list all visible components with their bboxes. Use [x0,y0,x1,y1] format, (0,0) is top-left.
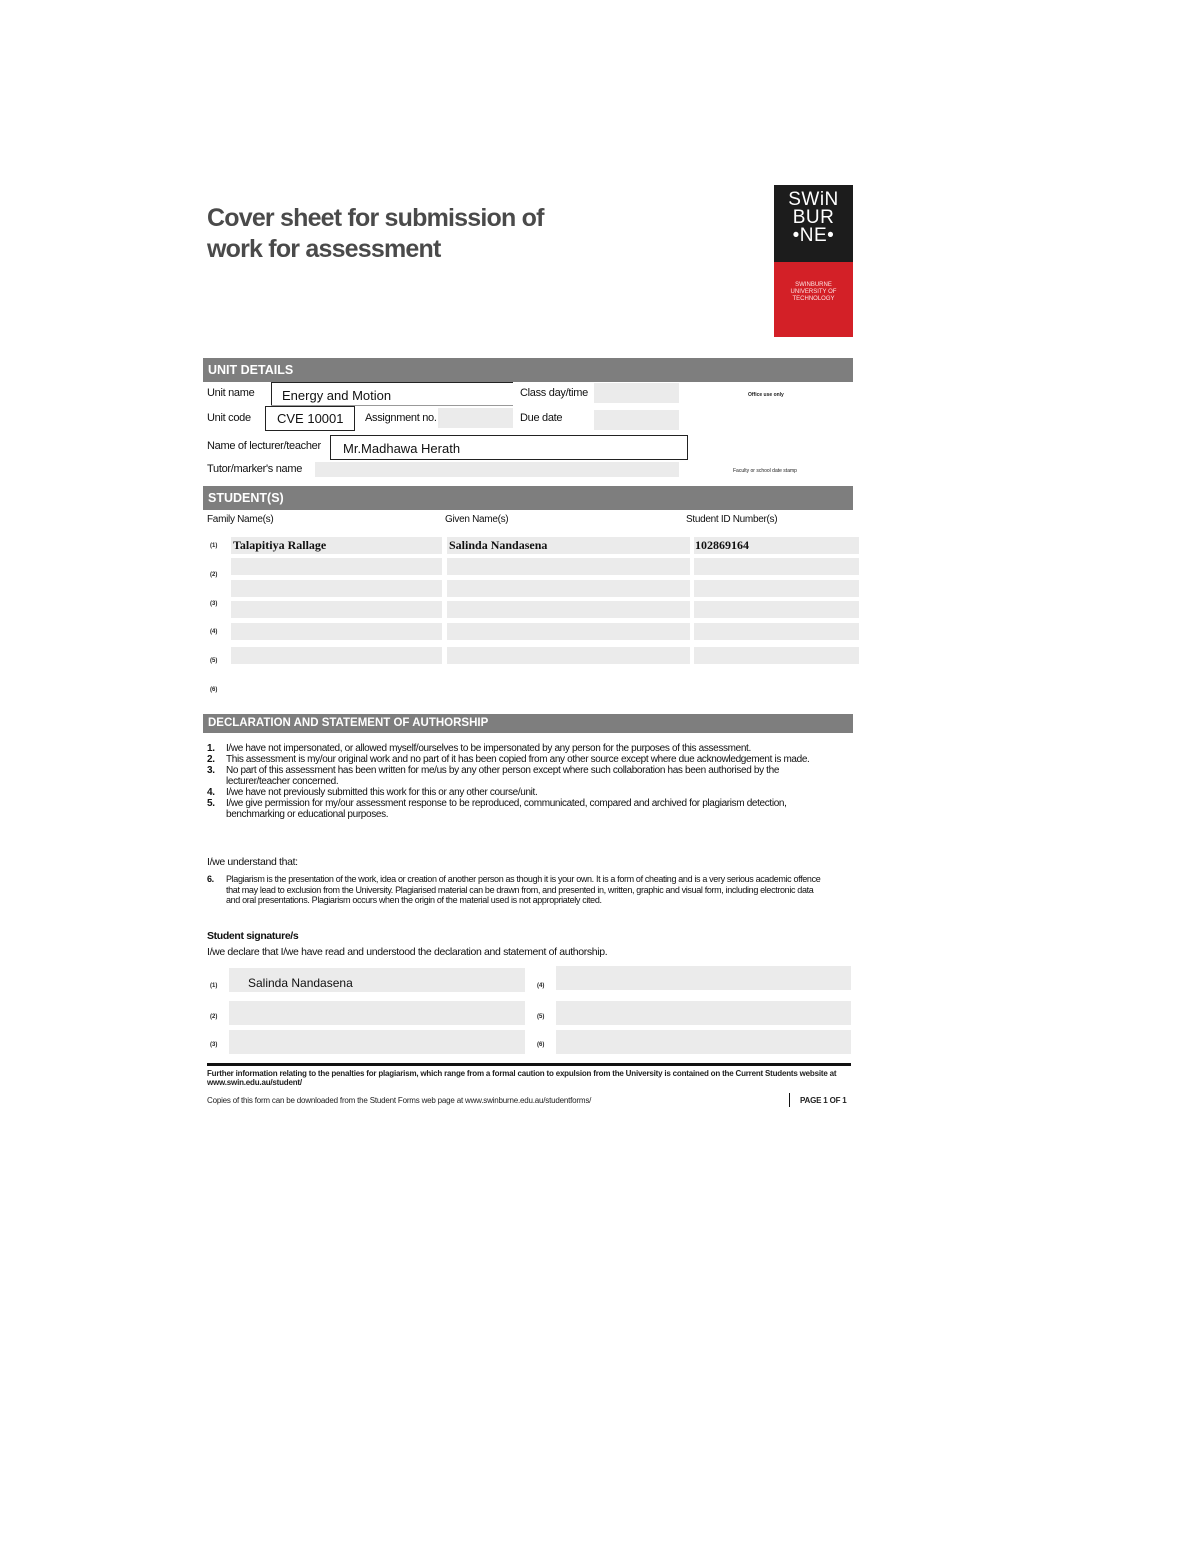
given-name-field[interactable] [447,537,690,554]
declaration-list [207,743,826,820]
student-row-number: (3) [210,601,218,607]
item-number: 5. [207,798,215,809]
given-name-field[interactable] [447,580,690,597]
student-row-number: (2) [210,572,218,578]
page-divider [789,1093,790,1107]
signature-field[interactable] [229,1030,525,1054]
signature-statement: I/we declare that I/we have read and understood the declaration and statement of authorship. [207,946,608,958]
logo-sub-2: UNIVERSITY OF [790,289,837,295]
family-name-field[interactable] [231,558,442,575]
assignment-no-label: Assignment no. [365,412,437,424]
class-time-field[interactable] [594,383,679,403]
unit-details-header: UNIT DETAILS [203,358,853,382]
unit-name-field[interactable] [271,382,513,406]
students-header: STUDENT(S) [203,486,853,510]
student-row-number: (1) [210,543,218,549]
student-id-value: 102869164 [695,538,749,552]
further-info-text: Further information relating to the penalties for plagiarism, which range from a formal caution to expulsion from the University is contained on the Current Students website at www.swin.edu.au/student/ [207,1069,837,1087]
class-time-label: Class day/time [520,387,588,399]
signature-number: (2) [210,1014,218,1020]
signature-field[interactable] [229,968,525,992]
item-number: 2. [207,754,215,765]
signature-number: (5) [537,1014,545,1020]
understand-heading: I/we understand that: [207,856,298,868]
lecturer-label: Name of lecturer/teacher [207,440,321,452]
student-id-field[interactable] [694,647,859,664]
student-id-field[interactable] [694,601,859,618]
student-id-field[interactable] [694,580,859,597]
tutor-field[interactable] [315,462,679,477]
item-text: I/we have not previously submitted this work for this or any other course/unit. [226,787,538,798]
assignment-no-field[interactable] [438,408,513,428]
declaration-item [207,798,826,820]
due-date-label: Due date [520,412,563,424]
unit-code-label: Unit code [207,412,251,424]
footer-rule [207,1063,851,1066]
logo-sub-1: SWINBURNE [795,282,832,288]
logo-line-2: BUR [792,207,835,228]
family-name-field[interactable] [231,623,442,640]
student-id-field[interactable] [694,537,859,554]
item-text: No part of this assessment has been written for me/us by any other person except where such collaboration has been authorised by the lecturer/teacher concerned. [226,765,780,787]
signature-number: (1) [210,983,218,989]
unit-code-value: CVE 10001 [277,411,344,426]
col-given-name: Given Name(s) [445,514,509,525]
signature-number: (4) [537,983,545,989]
item-text: I/we give permission for my/our assessment response to be reproduced, communicated, compared and archived for plagiarism detection, benchmarking or educational purposes. [226,798,787,820]
item-text: Plagiarism is the presentation of the work, idea or creation of another person as though it is your own. It is a form of cheating and is a very serious academic offence that may lead to exclusion from the University. Plagiarised material can be drawn from, and presented in, written, graphic and visual form, including electronic data and oral presentations. Plagiarism occurs when the origin of the material used is not appropriately cited. [226,874,821,905]
family-name-field[interactable] [231,601,442,618]
item-number: 4. [207,787,215,798]
given-name-field[interactable] [447,601,690,618]
student-row-number: (6) [210,687,218,693]
office-use-label: Office use only [748,392,784,398]
logo-sub-3: TECHNOLOGY [792,296,835,302]
declaration-item-6 [207,874,826,906]
logo-wordmark [774,185,853,262]
signature-value: Salinda Nandasena [248,976,353,990]
logo-line-3: •NE• [792,225,835,246]
student-row-number: (4) [210,629,218,635]
declaration-item [207,787,826,798]
given-name-field[interactable] [447,558,690,575]
declaration-item [207,743,826,754]
signature-field[interactable] [556,1001,851,1025]
swinburne-logo [774,185,853,337]
due-date-field[interactable] [594,410,679,430]
page-title [207,203,544,265]
lecturer-field[interactable] [330,435,688,460]
signature-number: (3) [210,1042,218,1048]
col-student-id: Student ID Number(s) [686,514,778,525]
unit-name-value: Energy and Motion [282,388,392,403]
family-name-field[interactable] [231,580,442,597]
given-name-value: Salinda Nandasena [449,538,548,552]
signature-field[interactable] [556,1030,851,1054]
tutor-label: Tutor/marker's name [207,463,303,475]
signature-field[interactable] [556,966,851,990]
title-line-1: Cover sheet for submission of [207,204,544,232]
family-name-value: Talapitiya Rallage [233,538,327,552]
signature-number: (6) [537,1042,545,1048]
family-name-field[interactable] [231,647,442,664]
item-text: I/we have not impersonated, or allowed myself/ourselves to be impersonated by any person for the purposes of this assessment. [226,743,751,754]
student-id-field[interactable] [694,623,859,640]
item-text: This assessment is my/our original work and no part of it has been copied from any other source except where due acknowledgement is made. [226,754,810,765]
item-number: 1. [207,743,215,754]
declaration-item [207,765,826,787]
logo-subtitle [774,262,853,337]
logo-line-1: SWiN [788,189,839,210]
signature-field[interactable] [229,1001,525,1025]
lecturer-value: Mr.Madhawa Herath [343,441,461,456]
item-number: 6. [207,874,214,884]
date-stamp-label: Faculty or school date stamp [733,468,797,474]
item-number: 3. [207,765,215,776]
student-id-field[interactable] [694,558,859,575]
family-name-field[interactable] [231,537,442,554]
copies-text: Copies of this form can be downloaded from the Student Forms web page at www.swinburne.edu.au/studentforms/ [207,1096,592,1105]
page-number: PAGE 1 OF 1 [800,1096,847,1105]
title-line-2: work for assessment [207,235,441,263]
unit-code-field[interactable] [265,406,355,431]
given-name-field[interactable] [447,623,690,640]
declaration-item [207,754,826,765]
col-family-name: Family Name(s) [207,514,274,525]
unit-name-label: Unit name [207,387,255,399]
student-row-number: (5) [210,658,218,664]
given-name-field[interactable] [447,647,690,664]
declaration-header: DECLARATION AND STATEMENT OF AUTHORSHIP [203,714,853,733]
signature-heading: Student signature/s [207,930,299,942]
